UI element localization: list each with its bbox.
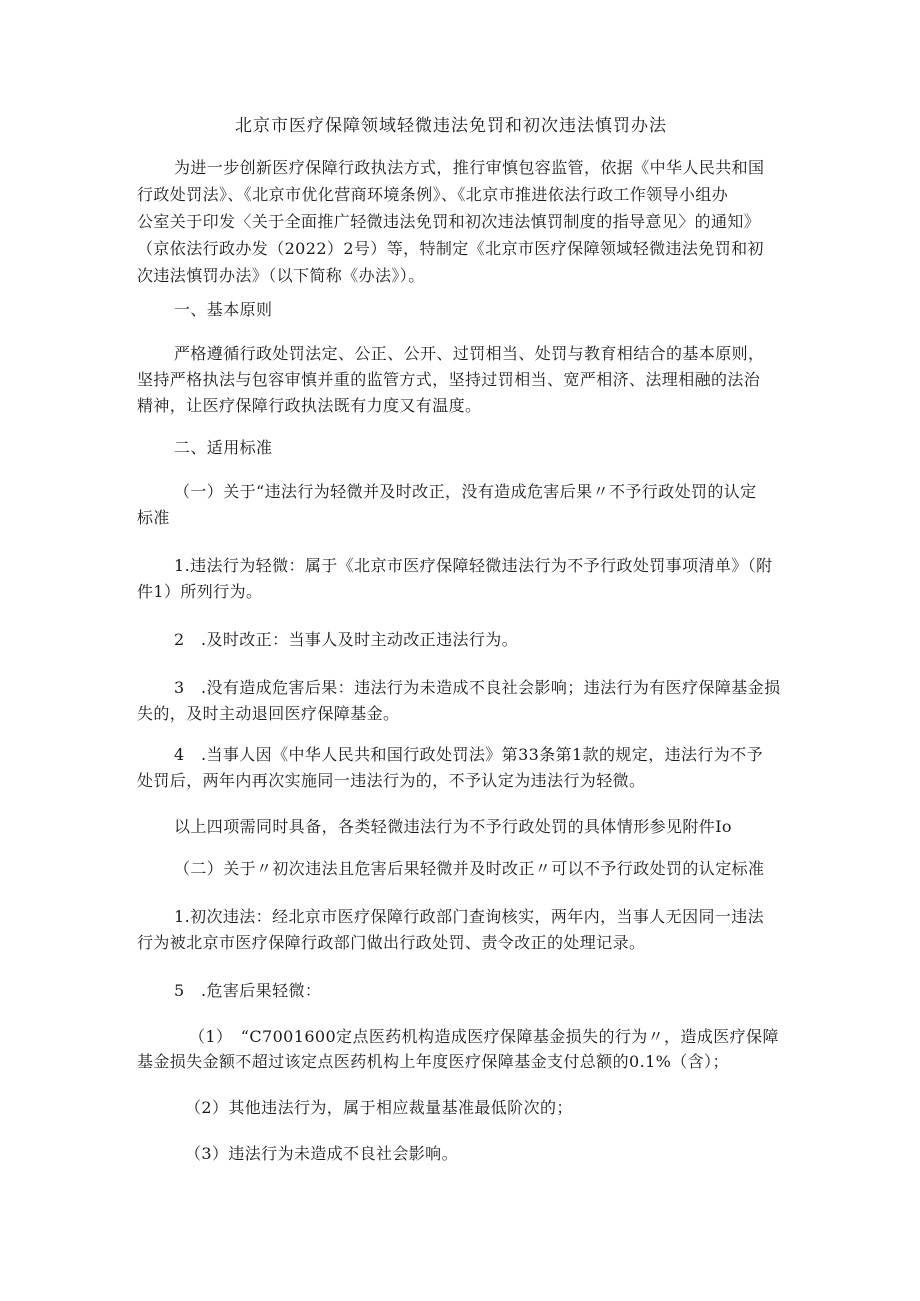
intro-line-5: 次违法慎罚办法》（以下简称《办法》）。 <box>137 266 425 285</box>
intro-line-3: 公室关于印发〈关于全面推广轻微违法免罚和初次违法慎罚制度的指导意见〉的通知》 <box>137 212 761 231</box>
sub-item-3: （3）违法行为未造成不良社会影响。 <box>185 1144 458 1163</box>
item-a-line-1: 1.初次违法：经北京市医疗保障行政部门查询核实，两年内，当事人无因同一违法 <box>174 907 765 926</box>
document-title: 北京市医疗保障领域轻微违法免罚和初次违法慎罚办法 <box>235 116 667 136</box>
subsection-1-line-2: 标准 <box>137 508 170 527</box>
principles-line-3: 精神，让医疗保障行政执法既有力度又有温度。 <box>137 396 482 415</box>
principles-line-1: 严格遵循行政处罚法定、公正、公开、过罚相当、处罚与教育相结合的基本原则， <box>174 344 765 363</box>
intro-line-4: （京依法行政办发（2022）2号）等，特制定《北京市医疗保障领域轻微违法免罚和初 <box>137 239 764 258</box>
subsection-1-line-1: （一）关于“违法行为轻微并及时改正，没有造成危害后果〃不予行政处罚的认定 <box>174 482 757 501</box>
item-a-line-2: 行为被北京市医疗保障行政部门做出行政处罚、责令改正的处理记录。 <box>137 933 646 952</box>
summary-line: 以上四项需同时具备，各类轻微违法行为不予行政处罚的具体情形参见附件Io <box>174 817 732 836</box>
section-heading-applicable-standards: 二、适用标准 <box>174 438 273 457</box>
intro-line-2: 行政处罚法》、《北京市优化营商环境条例》、《北京市推进依法行政工作领导小组办 <box>137 185 729 204</box>
item-4-line-1: 4 .当事人因《中华人民共和国行政处罚法》第33条第1款的规定，违法行为不予 <box>174 745 764 764</box>
sub-item-1-line-1: （1） “C7001600定点医药机构造成医疗保障基金损失的行为〃，造成医疗保障 <box>189 1027 779 1046</box>
section-heading-basic-principles: 一、基本原则 <box>174 300 273 319</box>
item-3-line-1: 3 .没有造成危害后果：违法行为未造成不良社会影响；违法行为有医疗保障基金损 <box>174 678 781 697</box>
principles-line-2: 坚持严格执法与包容审慎并重的监管方式，坚持过罚相当、宽严相济、法理相融的法治 <box>137 370 761 389</box>
item-1-line-1: 1.违法行为轻微：属于《北京市医疗保障轻微违法行为不予行政处罚事项清单》（附 <box>174 556 773 575</box>
item-4-line-2: 处罚后，两年内再次实施同一违法行为的，不予认定为违法行为轻微。 <box>137 771 646 790</box>
item-3-line-2: 失的，及时主动退回医疗保障基金。 <box>137 704 400 723</box>
item-1-line-2: 件1）所列行为。 <box>137 582 263 601</box>
sub-item-1-line-2: 基金损失金额不超过该定点医药机构上年度医疗保障基金支付总额的0.1%（含）； <box>137 1052 729 1071</box>
sub-item-2: （2）其他违法行为，属于相应裁量基准最低阶次的； <box>185 1098 573 1117</box>
item-b: 5 .危害后果轻微： <box>174 981 322 1000</box>
intro-line-1: 为进一步创新医疗保障行政执法方式，推行审慎包容监管，依据《中华人民共和国 <box>174 158 765 177</box>
subsection-2: （二）关于〃初次违法且危害后果轻微并及时改正〃可以不予行政处罚的认定标准 <box>174 859 765 878</box>
item-2: 2 .及时改正：当事人及时主动改正违法行为。 <box>174 630 519 649</box>
